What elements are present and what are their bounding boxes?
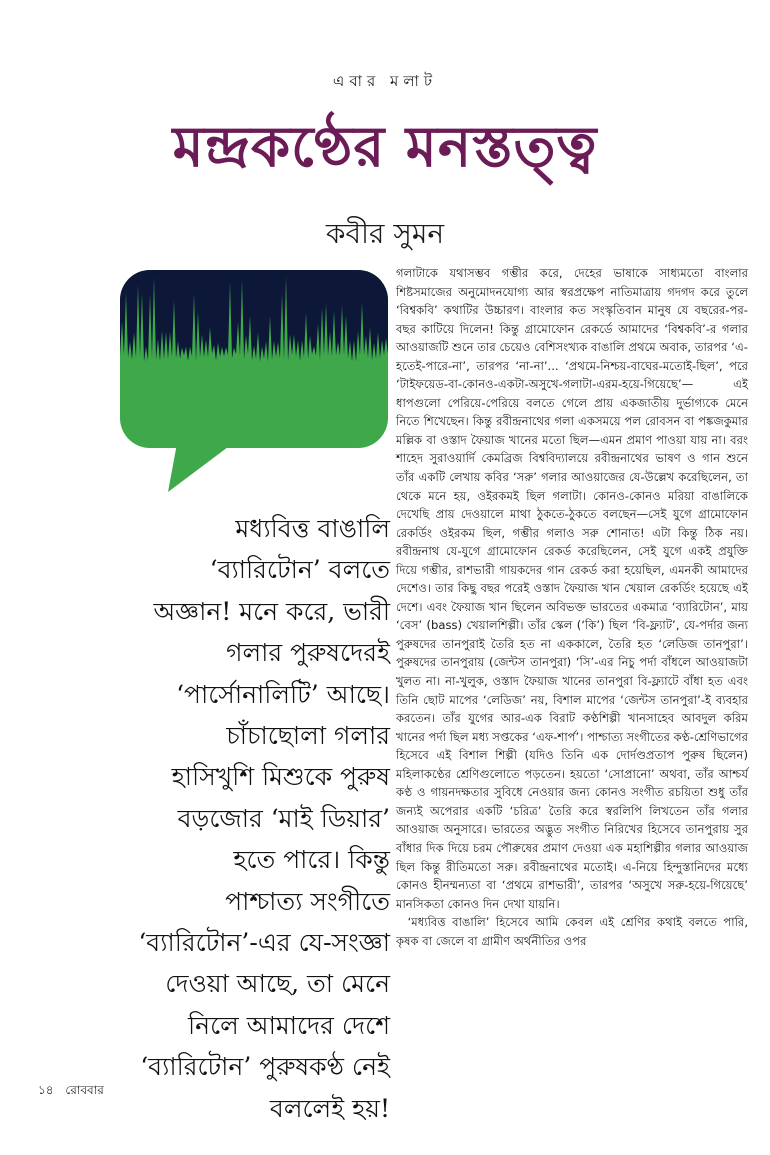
article-paragraph: গলাটাকে যথাসম্ভব গম্ভীর করে, দেহের ভাষাকে সাধ্যমতো বাংলার শিষ্টসমাজের অনুমোদনযোগ্য আর স্বরপ্রক্ষেপ নাতিমাত্রায় গদগদ করে তুলে ‘বিশ্বকবি’ কথাটির উচ্চারণ। বাংলার কত সংস্কৃতিবান মানুষ যে বছরের-পর-বছর কাটিয়ে দিলেন! কিন্তু গ্রামোফোন রেকর্ডে আমাদের ‘বিশ্বকবি’-র গলার আওয়াজটি শুনে তার চেয়েও বেশিসংখ্যক বাঙালি প্রথমে অবাক, তারপর ‘এ-হতেই-পারে-না’, তারপর ‘না-না’... ‘প্রথমে-নিশ্চয়-বাঘের-মতোই-ছিল’, পরে ‘টাইফয়েড-বা-কোনও-একটা-অসুখে-গলাটা-এরম-হয়ে-গিয়েছে’— এই ধাপগুলো পেরিয়ে-পেরিয়ে বলতে গেলে প্রায় একজাতীয় দুর্ভাগ্যকে মেনে নিতে শিখেছেন। কিন্তু রবীন্দ্রনাথের গলা একসময়ে পল রোবসন বা পঙ্কজকুমার মল্লিক বা ওস্তাদ ফৈয়াজ খানের মতো ছিল—এমন প্রমাণ পাওয়া যায় না। বরং শাহেদ সুরাওয়ার্দি কেমব্রিজ বিশ্ববিদ্যালয়ে রবীন্দ্রনাথের ভাষণ ও গান শুনে তাঁর একটি লেখায় কবির ‘সরু’ গলার আওয়াজের যে-উল্লেখ করেছিলেন, তা থেকে মনে হয়, ওইরকমই ছিল গলাটা। কোনও-কোনও মরিয়া বাঙালিকে দেখেছি প্রায় দেওয়ালে মাথা ঠুকতে-ঠুকতে বলছেন—সেই যুগে গ্রামোফোন রেকর্ডিং ওইরকম ছিল, গম্ভীর গলাও সরু শোনাত! এটা কিন্তু ঠিক নয়। রবীন্দ্রনাথ যে-যুগে গ্রামোফোন রেকর্ড করেছিলেন, সেই যুগে একই প্রযুক্তি দিয়ে গম্ভীর, রাশভারী গায়কদের গান রেকর্ড করা হয়েছিল, এমনকী আমাদের দেশেও। তার কিছু বছর পরেই ওস্তাদ ফৈয়াজ খান খেয়াল রেকর্ডিং হয়েছে এই দেশে। এবং ফৈয়াজ খান ছিলেন অবিভক্ত ভারতের একমাত্র ‘ব্যারিটোন’, মায় ‘বেস’ (bass) খেয়ালশিল্পী। তাঁর স্কেল (‘কি’) ছিল ‘বি-ফ্ল্যাট’, যে-পর্দার জন্য পুরুষদের তানপুরাই তৈরি হত না এককালে, তৈরি হত ‘লেডিজ তানপুরা’। পুরুষদের তানপুরায় (জেন্টস তানপুরা) ‘সি’-এর নিচু পর্দা বাঁধলে আওয়াজটা খুলত না। না-খুলুক, ওস্তাদ ফৈয়াজ খানের তানপুরা বি-ফ্ল্যাটে বাঁধা হত এবং তিনি ছোট মাপের ‘লেডিজ’ নয়, বিশাল মাপের ‘জেন্টস তানপুরা’-ই ব্যবহার করতেন। তাঁর যুগের আর-এক বিরাট কণ্ঠশিল্পী খানসাহেব আবদুল করিম খানের পর্দা ছিল মধ্য সপ্তকের ‘এফ-শার্প’। পাশ্চাত্য সংগীতের কণ্ঠ-শ্রেণিভাগের হিসেবে এই বিশাল শিল্পী (যদিও তিনি এক দোর্দণ্ডপ্রতাপ পুরুষ ছিলেন) মহিলাকণ্ঠের শ্রেণিগুলোতে পড়তেন। হয়তো ‘সোপ্রানো’ অথবা, তাঁর আশ্চর্য কণ্ঠ ও গায়নদক্ষতার সুবিধে নেওয়ার জন্য কোনও সংগীত রচয়িতা শুধু তাঁর জন্যই অপেরার একটি ‘চরিত্র’ তৈরি করে স্বরলিপি লিখতেন তাঁর গলার আওয়াজ অনুসারে। ভারতের অদ্ভুত সংগীত নিরিখের হিসেবে তানপুরায় সুর বাঁধার দিক দিয়ে চরম পৌরুষের প্রমাণ দেওয়া এক মহাশিল্পীর গলার আওয়াজ ছিল কিন্তু রীতিমতো সরু। রবীন্দ্রনাথের মতোই। এ-নিয়ে হিন্দুস্তানিদের মধ্যে কোনও হীনম্মন্যতা বা ‘প্রথমে রাশভারী’, তারপর ‘অসুখে সরু-হয়ে-গিয়েছে’ মানসিকতা কোনও দিন দেখা যায়নি। — [396, 266, 749, 911]
page-footer — [38, 1082, 104, 1102]
publication-name: রোববার — [65, 1083, 104, 1097]
pull-quote — [105, 508, 390, 1129]
pull-quote-line: ‘পার্সোনালিটি’ আছে। — [176, 679, 390, 709]
kicker: এবার মলাট — [332, 72, 438, 90]
pull-quote-line: মধ্যবিত্ত বাঙালি — [235, 514, 390, 543]
byline: কবীর সুমন — [325, 217, 445, 250]
pull-quote-line: অজ্ঞান! মনে করে, ভারী — [153, 596, 390, 626]
pull-quote-line: গলার পুরুষদেরই — [226, 638, 390, 668]
pull-quote-line: বড়জোর ‘মাই ডিয়ার’ — [177, 803, 390, 833]
pull-quote-line: বললেই হয়! — [269, 1093, 390, 1123]
pull-quote-line: চাঁচাছোলা গলার — [226, 721, 390, 751]
headline: মন্দ্রকণ্ঠের মনস্তত্ত্ব — [172, 114, 598, 180]
pull-quote-line: পাশ্চাত্য সংগীতে — [225, 886, 390, 916]
article-paragraph: ‘মধ্যবিত্ত বাঙালি’ হিসেবে আমি কেবল এই শ্রেণির কথাই বলতে পারি, কৃষক বা জেলে বা গ্রামীণ অর্থনীতির ওপর — [396, 915, 748, 948]
pull-quote-line: হাসিখুশি মিশুকে পুরুষ — [171, 762, 390, 792]
page-number: ১৪ — [38, 1083, 54, 1097]
pull-quote-line: ‘ব্যারিটোন’ বলতে — [209, 555, 390, 585]
pull-quote-line: ‘ব্যারিটোন’ পুরুষকণ্ঠ নেই — [140, 1052, 390, 1082]
pull-quote-line: দেওয়া আছে, তা মেনে — [165, 969, 390, 999]
pull-quote-line: নিলে আমাদের দেশে — [188, 1010, 390, 1040]
pull-quote-line: হতে পারে। কিন্তু — [233, 845, 390, 875]
speech-bubble-waveform-icon — [120, 270, 388, 495]
pull-quote-line: ‘ব্যারিটোন’-এর যে-সংজ্ঞা — [138, 928, 390, 958]
article-body — [396, 264, 748, 950]
